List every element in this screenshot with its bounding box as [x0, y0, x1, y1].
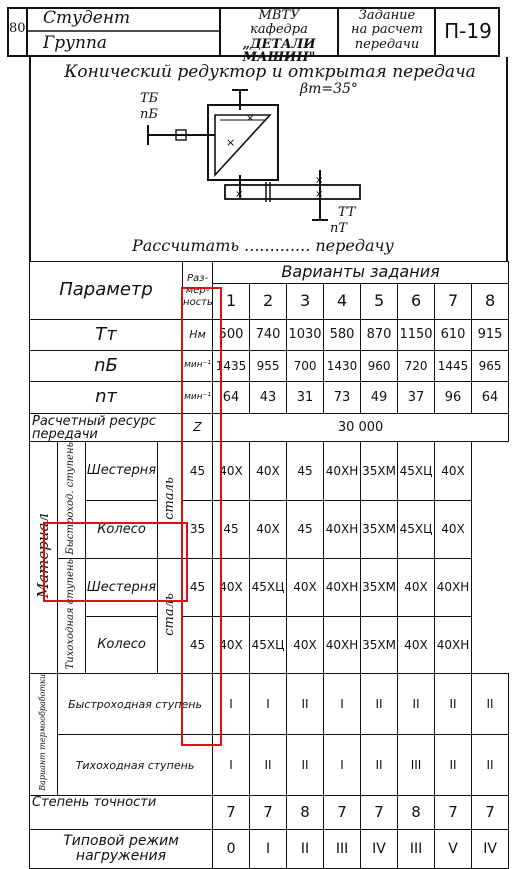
fast-wheel-material-v7: 45ХЦ	[398, 500, 435, 559]
variant-number-v2: 2	[250, 284, 287, 320]
slow-wheel-material-v1: 45	[183, 616, 213, 674]
calc-instruction: Рассчитать ............. передачу	[132, 236, 394, 255]
fast-steel-label: сталь	[162, 476, 178, 520]
task-line-2: на расчет	[351, 22, 423, 37]
drawing-title: Конический редуктор и открытая передача	[64, 62, 476, 82]
accuracy-value-v2: 7	[250, 795, 287, 829]
svg-text:×: ×	[315, 189, 324, 200]
accuracy-value-v3: 8	[287, 795, 324, 829]
slow-wheel-material-v8: 40ХН	[435, 616, 472, 674]
TT-value-v8: 915	[472, 320, 509, 351]
param-header: Параметр	[30, 262, 183, 320]
nT-value-v6: 37	[398, 382, 435, 414]
variant-number-v5: 5	[361, 284, 398, 320]
TT-value-v3: 1030	[287, 320, 324, 351]
nT-value-v8: 64	[472, 382, 509, 414]
accuracy-value-v6: 8	[398, 795, 435, 829]
row-label-nB: nБ	[30, 351, 183, 382]
slow-wheel-material-v7: 40Х	[398, 616, 435, 674]
sheet-code: П-19	[444, 19, 492, 43]
fast-gear-material-v2: 40Х	[213, 442, 250, 501]
fast-wheel-material-v2: 45	[213, 500, 250, 559]
accuracy-value-v1: 7	[213, 795, 250, 829]
student-label: Студент	[43, 8, 131, 28]
fast-wheel-material-v6: 35ХМ	[361, 500, 398, 559]
accuracy-label: Степень точности	[30, 795, 213, 829]
svg-text:×: ×	[226, 136, 236, 149]
kinematic-scheme	[120, 80, 400, 230]
mode-value-v5: IV	[361, 829, 398, 868]
svg-text:×: ×	[315, 175, 324, 186]
row-unit-nT: мин⁻¹	[183, 382, 213, 414]
resource-value: 30 000	[213, 414, 509, 442]
fast-gear-material-v6: 35ХМ	[361, 442, 398, 501]
mode-value-v4: III	[324, 829, 361, 868]
material-label-cell	[30, 442, 58, 674]
variants-table	[29, 261, 509, 869]
slow-wheel-material-v2: 40Х	[213, 616, 250, 674]
slow-gear-material-v7: 40Х	[398, 559, 435, 617]
open-gear-pair	[225, 185, 360, 199]
fast-stage-cell	[58, 442, 86, 559]
heat-fast-value-v6: II	[398, 674, 435, 735]
row-unit-TT: Нм	[183, 320, 213, 351]
accuracy-value-v8: 7	[472, 795, 509, 829]
slow-steel-label: сталь	[162, 593, 178, 636]
TT-value-v2: 740	[250, 320, 287, 351]
slow-gear-material-v3: 45ХЦ	[250, 559, 287, 617]
heat-fast-value-v8: II	[472, 674, 509, 735]
heat-slow-value-v7: II	[435, 735, 472, 796]
heat-slow-label: Тихоходная ступень	[58, 735, 213, 796]
heat-fast-value-v2: I	[250, 674, 287, 735]
heat-fast-value-v4: I	[324, 674, 361, 735]
heat-fast-value-v5: II	[361, 674, 398, 735]
TT-value-v7: 610	[435, 320, 472, 351]
fast-gear-material-v7: 45ХЦ	[398, 442, 435, 501]
nT-value-v3: 31	[287, 382, 324, 414]
variant-number-v1: 1	[213, 284, 250, 320]
fast-stage-label: Быстроход. ступень	[65, 442, 77, 555]
nT-value-v4: 73	[324, 382, 361, 414]
nB-value-v7: 1445	[435, 351, 472, 382]
title-block	[7, 7, 500, 65]
mode-value-v7: V	[435, 829, 472, 868]
heat-fast-value-v7: II	[435, 674, 472, 735]
slow-wheel-material-v5: 40ХН	[324, 616, 361, 674]
fast-wheel-material-v1: 35	[183, 500, 213, 559]
variants-header: Варианты задания	[213, 262, 509, 284]
sheet-side-number: 80	[9, 21, 26, 36]
accuracy-value-v5: 7	[361, 795, 398, 829]
label-TT: TT	[338, 205, 356, 220]
heat-slow-value-v5: II	[361, 735, 398, 796]
nB-value-v6: 720	[398, 351, 435, 382]
slow-wheel-material-v4: 40Х	[287, 616, 324, 674]
label-nT: nT	[330, 221, 348, 236]
slow-gear-material-v4: 40Х	[287, 559, 324, 617]
mode-value-v8: IV	[472, 829, 509, 868]
label-TB: TБ	[140, 91, 159, 106]
variant-number-v6: 6	[398, 284, 435, 320]
unit-header: Раз-мер-ность	[183, 262, 213, 320]
nB-value-v4: 1430	[324, 351, 361, 382]
heat-label: Вариант термообработки	[38, 674, 48, 792]
slow-gear-label: Шестерня	[86, 559, 158, 617]
task-line-1: Задание	[358, 8, 416, 23]
nB-value-v5: 960	[361, 351, 398, 382]
TT-value-v5: 870	[361, 320, 398, 351]
nT-value-v1: 64	[213, 382, 250, 414]
fast-wheel-material-v8: 40Х	[435, 500, 472, 559]
TT-value-v6: 1150	[398, 320, 435, 351]
fast-gear-label: Шестерня	[86, 442, 158, 501]
dept-line-3: „ДЕТАЛИ МАШИН"	[242, 37, 316, 65]
variant-number-v8: 8	[472, 284, 509, 320]
fast-gear-material-v4: 45	[287, 442, 324, 501]
slow-wheel-label: Колесо	[86, 616, 158, 674]
variant-number-v3: 3	[287, 284, 324, 320]
fast-wheel-material-v3: 40Х	[250, 500, 287, 559]
nB-value-v3: 700	[287, 351, 324, 382]
heat-fast-value-v3: II	[287, 674, 324, 735]
heat-fast-value-v1: I	[213, 674, 250, 735]
dept-line-1: МВТУ	[258, 8, 300, 23]
fast-gear-material-v1: 45	[183, 442, 213, 501]
row-unit-nB: мин⁻¹	[183, 351, 213, 382]
slow-gear-material-v5: 40ХН	[324, 559, 361, 617]
mode-value-v1: 0	[213, 829, 250, 868]
slow-wheel-material-v6: 35ХМ	[361, 616, 398, 674]
fast-wheel-label: Колесо	[86, 500, 158, 559]
nT-value-v7: 96	[435, 382, 472, 414]
gearbox-housing	[208, 105, 278, 180]
heat-slow-value-v4: I	[324, 735, 361, 796]
bevel-gear	[215, 115, 270, 175]
mode-value-v2: I	[250, 829, 287, 868]
variant-number-v4: 4	[324, 284, 361, 320]
svg-text:×: ×	[246, 113, 255, 124]
mode-label: Типовой режим нагружения	[30, 829, 213, 868]
row-label-nT: nт	[30, 382, 183, 414]
slow-gear-material-v8: 40ХН	[435, 559, 472, 617]
nB-value-v2: 955	[250, 351, 287, 382]
heat-slow-value-v3: II	[287, 735, 324, 796]
slow-steel-cell	[158, 559, 183, 674]
beta-label: βm=35°	[300, 81, 358, 97]
fast-gear-material-v8: 40Х	[435, 442, 472, 501]
nT-value-v5: 49	[361, 382, 398, 414]
group-label: Группа	[43, 33, 108, 53]
row-unit-resource: Z	[183, 414, 213, 442]
fast-wheel-material-v5: 40ХН	[324, 500, 361, 559]
TT-value-v4: 580	[324, 320, 361, 351]
accuracy-value-v4: 7	[324, 795, 361, 829]
task-line-3: передачи	[354, 37, 420, 52]
mode-value-v6: III	[398, 829, 435, 868]
slow-stage-label: Тихоходная ступень	[65, 559, 77, 670]
slow-stage-cell	[58, 559, 86, 674]
row-label-resource: Расчетный ресурс передачи	[30, 414, 183, 442]
heat-slow-value-v8: II	[472, 735, 509, 796]
dept-line-2: кафедра	[250, 22, 308, 37]
mode-value-v3: II	[287, 829, 324, 868]
slow-gear-material-v6: 35ХМ	[361, 559, 398, 617]
slow-gear-material-v2: 40Х	[213, 559, 250, 617]
nB-value-v8: 965	[472, 351, 509, 382]
fast-gear-material-v3: 40Х	[250, 442, 287, 501]
fast-wheel-material-v4: 45	[287, 500, 324, 559]
heat-slow-value-v6: III	[398, 735, 435, 796]
heat-fast-label: Быстроходная ступень	[58, 674, 213, 735]
accuracy-value-v7: 7	[435, 795, 472, 829]
material-label: Материал	[33, 513, 52, 599]
nB-value-v1: 1435	[213, 351, 250, 382]
label-nB: nБ	[140, 107, 158, 122]
heat-slow-value-v1: I	[213, 735, 250, 796]
nT-value-v2: 43	[250, 382, 287, 414]
heat-slow-value-v2: II	[250, 735, 287, 796]
fast-steel-cell	[158, 442, 183, 559]
TT-value-v1: 500	[213, 320, 250, 351]
slow-wheel-material-v3: 45ХЦ	[250, 616, 287, 674]
svg-text:×: ×	[235, 189, 244, 200]
row-label-TT: Tт	[30, 320, 183, 351]
heat-label-cell	[30, 674, 58, 795]
variant-number-v7: 7	[435, 284, 472, 320]
fast-gear-material-v5: 40ХН	[324, 442, 361, 501]
slow-gear-material-v1: 45	[183, 559, 213, 617]
